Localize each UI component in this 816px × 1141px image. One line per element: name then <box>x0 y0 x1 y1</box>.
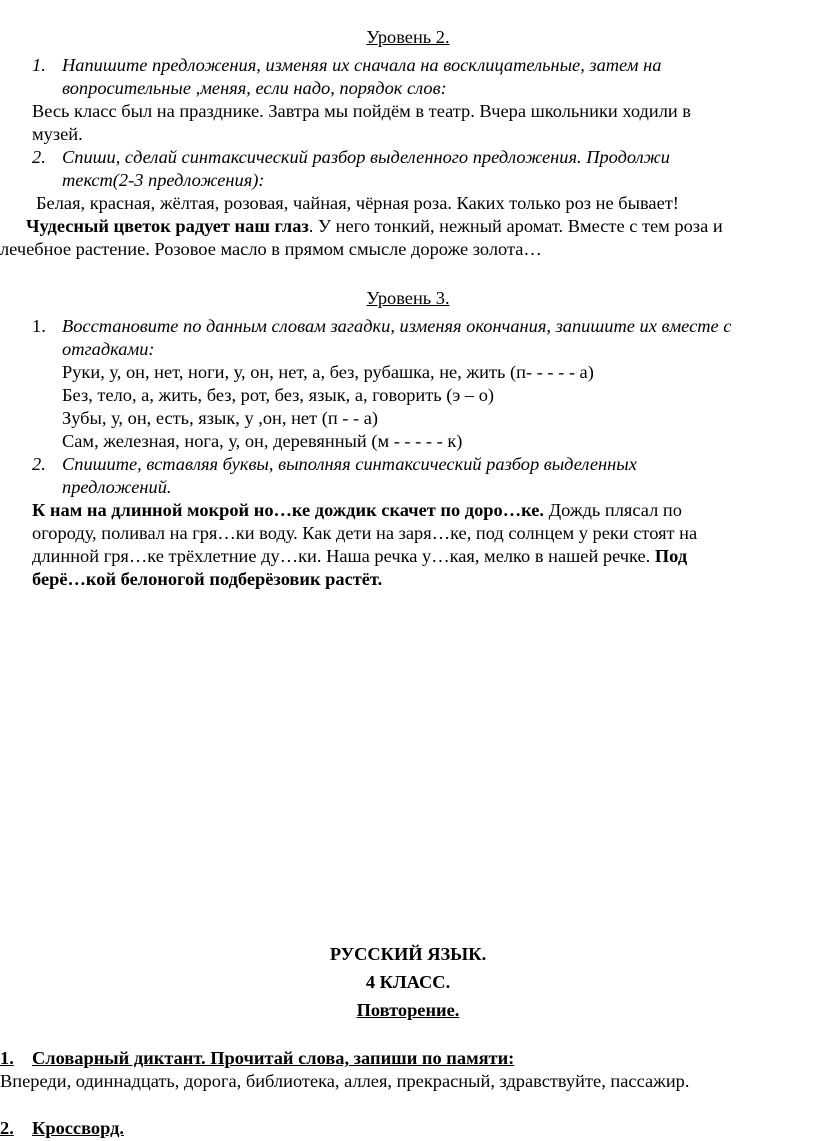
highlighted-sentence: берё…кой белоногой подберёзовик растёт. <box>32 569 383 589</box>
level3-task2-number: 2. <box>32 454 46 474</box>
riddle-line: Зубы, у, он, есть, язык, у ,он, нет (п - - а) <box>62 408 379 428</box>
level2-heading: Уровень 2. <box>366 27 450 47</box>
item1-title: Словарный диктант. Прочитай слова, запиши по памяти: <box>32 1048 515 1068</box>
level2-text2-line2 <box>26 215 723 238</box>
item2-title: Кроссворд. <box>32 1118 124 1138</box>
riddle-line: Без, тело, а, жить, без, рот, без, язык, а, говорить (э – о) <box>62 385 495 405</box>
level2-task2-line1: Спиши, сделай синтаксический разбор выделенного предложения. Продолжи <box>62 147 670 167</box>
level3-text-line3 <box>32 545 687 568</box>
level3-text-line1-rest: Дождь плясал по <box>543 500 682 520</box>
item1-text: Впереди, одиннадцать, дорога, библиотека, аллея, прекрасный, здравствуйте, пассажир. <box>0 1071 690 1091</box>
level2-text2-line1: Белая, красная, жёлтая, розовая, чайная, чёрная роза. Каких только роз не бывает! <box>36 193 679 213</box>
riddle-line: Руки, у, он, нет, ноги, у, он, нет, а, без, рубашка, не, жить (п- - - - - а) <box>62 362 594 382</box>
highlighted-sentence: Под <box>654 546 688 566</box>
level2-task1-line2: вопросительные ,меняя, если надо, порядок слов: <box>62 78 447 98</box>
level2-task2-line2: текст(2-3 предложения): <box>62 170 265 190</box>
riddle-line: Сам, железная, нога, у, он, деревянный (м - - - - - к) <box>62 431 463 451</box>
level3-task1-line2: отгадками: <box>62 339 155 359</box>
level3-task2-line2: предложений. <box>62 477 172 497</box>
section-title-review: Повторение. <box>356 1000 460 1020</box>
level2-task1-number: 1. <box>32 55 46 75</box>
item1-number: 1. <box>0 1048 14 1068</box>
section-title-grade: 4 КЛАСС. <box>365 972 451 992</box>
level3-task2-line1: Спишите, вставляя буквы, выполняя синтаксический разбор выделенных <box>62 454 637 474</box>
level2-text2-line2-rest: . У него тонкий, нежный аромат. Вместе с тем роза и <box>308 216 723 236</box>
highlighted-sentence: К нам на длинной мокрой но…ке дождик скачет по доро…ке. <box>32 500 544 520</box>
level2-text1-line1: Весь класс был на празднике. Завтра мы пойдём в театр. Вчера школьники ходили в <box>32 101 691 121</box>
item2-number: 2. <box>0 1118 14 1138</box>
level3-task1-line1: Восстановите по данным словам загадки, изменяя окончания, запишите их вместе с <box>62 316 732 336</box>
section-title-subject: РУССКИЙ ЯЗЫК. <box>329 944 487 964</box>
level2-text2-line3: лечебное растение. Розовое масло в прямом смысле дороже золота… <box>0 239 542 259</box>
highlighted-sentence: Чудесный цветок радует наш глаз <box>26 216 309 236</box>
level2-task2-number: 2. <box>32 147 46 167</box>
level3-text-line1 <box>32 499 682 522</box>
level2-task1-line1: Напишите предложения, изменяя их сначала на восклицательные, затем на <box>62 55 662 75</box>
level3-text-line3-plain: длинной гря…ке трёхлетние ду…ки. Наша речка у…кая, мелко в нашей речке. <box>32 546 655 566</box>
level3-heading: Уровень 3. <box>366 288 450 308</box>
level3-text-line2: огороду, поливал на гря…ки воду. Как дети на заря…ке, под солнцем у реки стоят на <box>32 523 698 543</box>
level2-text1-line2: музей. <box>32 124 83 144</box>
level3-task1-number: 1. <box>32 316 46 336</box>
